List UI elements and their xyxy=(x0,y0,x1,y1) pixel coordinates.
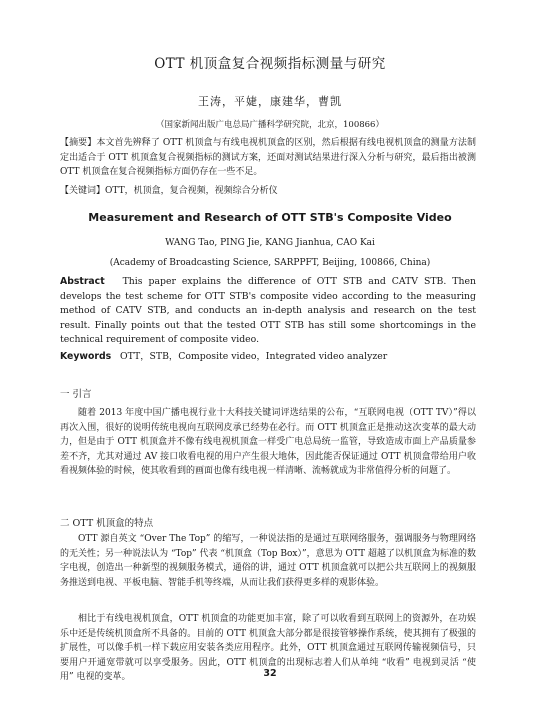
abstract-en-text: This paper explains the difference of OTT STB and CATV STB. Then develops the test scheme for OTT STB's composite video according to the measuring method of CATV STB, and conducts an in-depth analysis and research on the test result. Finally points out that the tested OTT STB has still some shortcomings in the technical requirement of composite video. xyxy=(60,276,476,345)
affiliation-en: (Academy of Broadcasting Science, SARPPFT, Beijing, 100866, China) xyxy=(109,258,431,268)
section-heading-features: 二 OTT 机顶盒的特点 xyxy=(60,518,154,529)
keywords-cn-text: OTT，机顶盒，复合视频，视频综合分析仪 xyxy=(105,186,278,196)
section-features-paragraph-1: OTT 源自英文 “Over The Top” 的缩写，一种说法指的是通过互联网络服务，强调服务与物理网络的无关性；另一种说法认为 “Top” 代表 “机顶盒（Top Box）”，意思为 OTT 超越了以机顶盒为标准的数字电视，创造出一种新型的视频服务模式，通俗的讲，通过 OTT 机顶盒就可以把公共互联网上的视频服务推送到电视、平板电脑、智能手机等终端，从而让我们获得更多样的观影体验。 xyxy=(60,534,476,588)
abstract-cn-text: 本文首先辨释了 OTT 机顶盒与有线电视机顶盒的区别，然后根据有线电视机顶盒的测量方法制定出适合于 OTT 机顶盒复合视频指标的测试方案，还面对测试结果进行深入分析与研究，最后指出被测 OTT 机顶盒在复合视频指标方面仍存在一些不足。 xyxy=(60,138,476,177)
keywords-cn-label: 【关键词】 xyxy=(60,186,106,196)
affiliation-cn: （国家新闻出版广电总局广播科学研究院，北京，100866） xyxy=(156,120,384,130)
page-number: 32 xyxy=(263,668,277,679)
keywords-en-text: OTT，STB，Composite video，Integrated video analyzer xyxy=(120,351,388,362)
authors-en: WANG Tao, PING Jie, KANG Jianhua, CAO Kai xyxy=(165,238,375,248)
abstract-cn-label: 【摘要】 xyxy=(60,138,97,148)
keywords-en-label: Keywords xyxy=(60,351,112,362)
authors-cn: 王涛，平婕，康建华，曹凯 xyxy=(198,95,342,108)
section-heading-intro: 一 引言 xyxy=(60,389,92,400)
abstract-cn xyxy=(60,136,476,180)
section-features-paragraph-2: 相比于有线电视机顶盒，OTT 机顶盒的功能更加丰富，除了可以收看到互联网上的资源外，在功娱乐中还是传统机顶盒所不具备的。目前的 OTT 机顶盒大部分都是很接管够操作系统，使其拥有了极强的扩展性，可以像手机一样下载应用安装各类应用程序。此外，OTT 机顶盒通过互联网传输视频信号，只要用户开通宽带就可以享受服务。因此，OTT 机顶盒的出现标志着人们从单纯 “收看” 电视到灵活 “使用” 电视的变革。 xyxy=(60,614,476,682)
section-intro-paragraph: 随着 2013 年度中国广播电视行业十大科技关键词评选结果的公布，“互联网电视（OTT TV）”得以再次入围，很好的说明传统电视向互联网皮承已经势在必行。而 OTT 机顶盒正是推动这次变革的最大动力，但是由于 OTT 机顶盒并不像有线电视机顶盒一样受广电总局统一监管，导致造成市面上产品质量参差不齐，尤其对通过 AV 接口收看电视的用户产生很大地体，因此能否保证通过 OTT 机顶盒带给用户收看视频体验的时候，使其收看到的画面也像有线电视一样清晰、流畅就成为非常值得分析的问题了。 xyxy=(60,408,476,476)
keywords-cn xyxy=(60,184,476,199)
paper-title-en: Measurement and Research of OTT STB's Composite Video xyxy=(88,211,452,224)
paper-title-cn: OTT 机顶盒复合视频指标测量与研究 xyxy=(154,56,386,72)
keywords-en xyxy=(60,350,476,365)
abstract-en-label: Abstract xyxy=(60,276,105,287)
abstract-en xyxy=(60,275,476,348)
